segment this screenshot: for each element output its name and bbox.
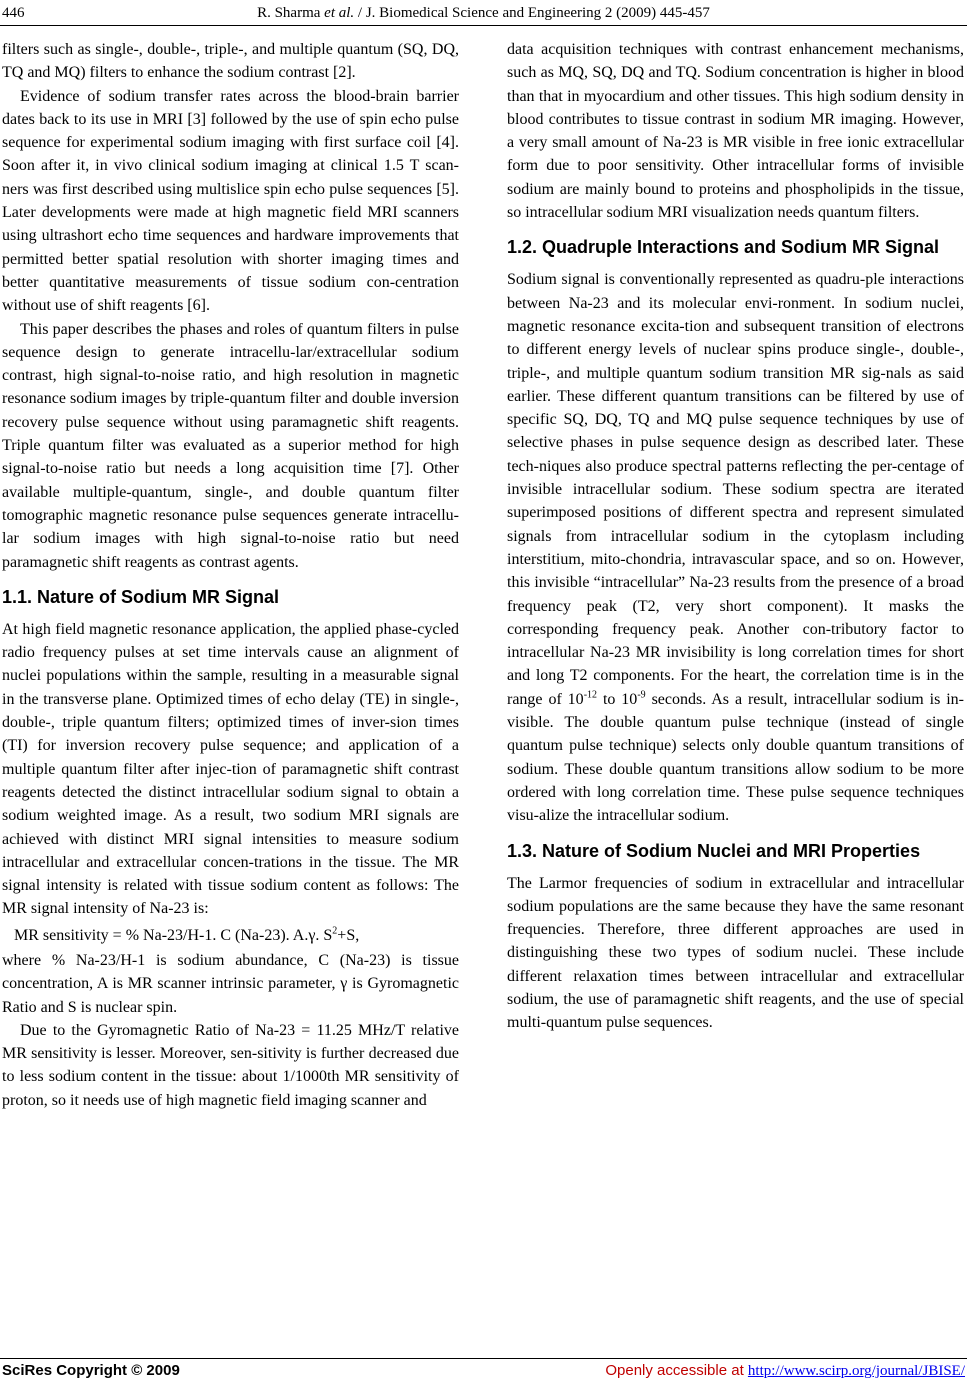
left-column: [2, 38, 459, 1112]
right-paragraph-2: [507, 268, 964, 827]
section-heading-1-2: 1.2. Quadruple Interactions and Sodium MR Signal: [507, 237, 940, 258]
open-access-label: Openly accessible at: [605, 1362, 748, 1379]
left-paragraph-3: This paper describes the phases and roles of quantum filters in pulse sequence design to generate intracellu-lar/extracellular sodium contrast, high signal-to-noise ratio, and high resolution in magnetic resonance sodium images by triple-quantum filter and double inversion recovery pulse sequence without using paramagnetic shift reagents. Triple quantum filter was evaluated as a superior method for high signal-to-noise ratio but needs a long acquisition time [7]. Other available multiple-quantum, single-, and double quantum filter tomographic magnetic resonance pulse sequences generate intracellu-lar sodium images with high signal-to-noise ratio but need paramagnetic shift reagents as contrast agents.: [2, 320, 459, 571]
exponent-minus-9: -9: [637, 689, 646, 701]
page-number: 446: [2, 5, 25, 21]
left-paragraph-4: At high field magnetic resonance application, the applied phase-cycled radio frequency pulses at set time intervals cause an alignment of nuclei populations within the sample, resulting in a measurable signal in the transverse plane. Optimized times of echo delay (TE) in single-, double-, triple quantum filters; optimized times of inver-sion times (TI) for inversion recovery pulse sequence; and application of a multiple quantum filter after injec-tion of paramagnetic shift contrast reagents detected the distinct intracellular sodium signal to obtain a sodium weighted image. As a result, two sodium MRI signals are achieved with distinct MRI signal intensities to measure sodium intracellular and extracellular concen-trations in the tissue. The MR signal intensity is related with tissue sodium content as follows: The MR signal intensity of Na-23 is:: [2, 620, 459, 918]
right-column: [507, 38, 964, 1035]
running-head-authors: R. Sharma: [257, 5, 321, 21]
running-head-journal: / J. Biomedical Science and Engineering 2 (2009) 445-457: [357, 5, 710, 21]
exponent-minus-12: -12: [583, 689, 598, 701]
section-heading-1-3: 1.3. Nature of Sodium Nuclei and MRI Properties: [507, 840, 921, 861]
equation-tail: +S,: [337, 926, 360, 944]
header-rule: [0, 25, 967, 26]
right-paragraph-1: data acquisition techniques with contrast enhancement mechanisms, such as MQ, SQ, DQ and TQ. Sodium concentration is higher in blood than that in myocardium and other tissues. This high sodium density in blood contributes to tissue contrast in sodium MR imaging. However, a very small amount of Na-23 is MR visible in free ionic extracellular form due to poor sensitivity. Other intracellular forms of invisible sodium are mainly bound to proteins and phospholipids in the tissue, so intracellular sodium MRI visualization needs quantum filters.: [507, 41, 964, 222]
running-head: [0, 2, 967, 24]
page-footer: [0, 1360, 967, 1384]
right-paragraph-3: The Larmor frequencies of sodium in extracellular and intracellular sodium populations are the same because they have the same resonant frequencies. Therefore, three different approaches are used in distinguishing these two types of sodium nuclei. These include different relaxation times between intracellular and extracellular sodium, the use of paramagnetic shift reagents, and the use of special multi-quantum pulse sequences.: [507, 874, 964, 1032]
journal-url-link[interactable]: http://www.scirp.org/journal/JBISE/: [747, 1363, 965, 1379]
right-paragraph-2-part-b: to 10: [597, 690, 638, 708]
equation-superscript: 2: [332, 925, 338, 937]
equation-mr-sensitivity: [2, 924, 459, 947]
running-head-et-al: et al.: [324, 5, 355, 21]
footer-open-access: [605, 1360, 965, 1382]
footer-copyright: SciRes Copyright © 2009: [2, 1362, 180, 1379]
running-head-title: [0, 2, 967, 24]
left-paragraph-6: Due to the Gyromagnetic Ratio of Na-23 = 11.25 MHz/T relative MR sensitivity is lesser. Moreover, sen-sitivity is further decreased due to less sodium content in the tissue: about 1/1000th MR sensitivity of proton, so it needs use of high magnetic field imaging scanner and: [2, 1021, 459, 1109]
left-paragraph-5: where % Na-23/H-1 is sodium abundance, C (Na-23) is tissue concentration, A is MR scanner intrinsic parameter, γ is Gyromagnetic Ratio and S is nuclear spin.: [2, 951, 459, 1016]
right-paragraph-2-part-c: seconds. As a result, intracellular sodium is in-visible. The double quantum pulse technique (instead of single quantum pulse technique) selects only double quantum transitions of sodium. These double quantum transitions allow sodium to be more ordered with long correlation time. These pulse sequence techniques visu-alize the intracellular sodium.: [507, 690, 965, 825]
equation-main: MR sensitivity = % Na-23/H-1. C (Na-23). A.γ. S: [14, 926, 333, 944]
footer-rule: [0, 1358, 967, 1359]
section-heading-1-1: 1.1. Nature of Sodium MR Signal: [2, 586, 280, 607]
left-paragraph-2: Evidence of sodium transfer rates across the blood-brain barrier dates back to its use in MRI [3] followed by the use of spin echo pulse sequence for experimental sodium imaging with first surface coil [4]. Soon after it, in vivo clinical sodium imaging at clinical 1.5 T scan-ners was first described using multislice spin echo pulse sequences [5]. Later developments were made at high magnetic field MRI scanners using ultrashort echo time sequences and hardware improvements that permitted better spatial resolution with shorter imaging times and better quantitative measurements of tissue sodium con-centration without use of shift reagents [6].: [2, 87, 459, 315]
right-paragraph-2-part-a: Sodium signal is conventionally represented as quadru-ple interactions between Na-23 and its molecular envi-ronment. In sodium nuclei, magnetic resonance excita-tion and subsequent transition of electrons to different energy levels of nuclear spins produce single-, double-, triple-, and multiple quantum sodium transition MR sig-nals as said earlier. These different quantum transitions can be filtered by use of specific SQ, DQ, TQ and MQ pulse sequence techniques by use of selective phases in pulse sequence design as described later. These tech-niques also produce spectral patterns reflecting the per-centage of invisible intracellular sodium. These sodium spectra are iterated superimposed positions of different spectra and represent simulated signals from intracellular sodium in the cytoplasm including interstitium, mito-chondria, intravascular space, and so on. However, this invisible “intracellular” Na-23 results from the presence of a broad frequency peak (T2, very short component). It masks the corresponding frequency peak. Another con-tributory factor to intracellular Na-23 MR invisibility is long correlation times for short and long T2 components. For the heart, the correlation time is in the range of 10: [507, 271, 964, 708]
left-paragraph-1: filters such as single-, double-, triple-, and multiple quantum (SQ, DQ, TQ and MQ) filters to enhance the sodium contrast [2].: [2, 41, 459, 82]
